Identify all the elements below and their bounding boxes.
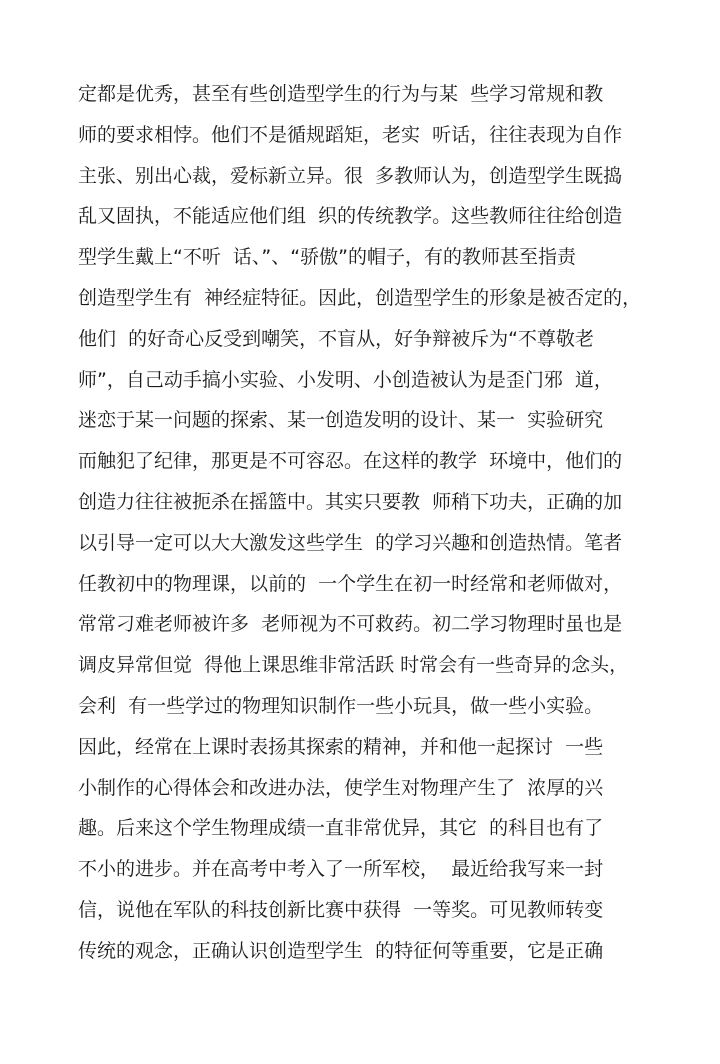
text-line: 迷恋于某一问题的探索、某一创造发明的设计、某一 实验研究 (78, 409, 604, 432)
text-line: 创造力往往被扼杀在摇篮中。其实只要教 师稍下功夫，正确的加 (78, 490, 623, 513)
text-line: 而触犯了纪律，那更是不可容忍。在这样的教学 环境中，他们的 (78, 450, 623, 473)
text-line: 任教初中的物理课，以前的 一个学生在初一时经常和老师做对， (78, 572, 623, 595)
text-line: 主张、别出心裁，爱标新立异。很 多教师认为，创造型学生既捣 (78, 164, 623, 187)
text-line: 定都是优秀，甚至有些创造型学生的行为与某 些学习常规和教 (78, 83, 604, 105)
text-line: 会利 有一些学过的物理知识制作一些小玩具，做一些小实验。 (78, 694, 604, 717)
text-line: 师的要求相悖。他们不是循规蹈矩，老实 听话，往往表现为自作 (78, 123, 623, 146)
text-line: 调皮异常但觉 得他上课思维非常活跃 时常会有一些奇异的念头， (78, 654, 629, 677)
text-line: 信，说他在军队的科技创新比赛中获得 一等奖。可见教师转变 (78, 898, 604, 921)
text-line: 型学生戴上“不听 话、”、“骄傲”的帽子，有的教师甚至指责 (78, 246, 576, 269)
text-line: 创造型学生有 神经症特征。因此，创造型学生的形象是被否定的， (78, 286, 642, 309)
text-line: 小制作的心得体会和改进办法，使学生对物理产生了 浓厚的兴 (78, 776, 604, 799)
text-line: 以引导一定可以大大激发这些学生 的学习兴趣和创造热情。笔者 (78, 531, 623, 554)
text-line: 乱又固执，不能适应他们组 织的传统教学。这些教师往往给创造 (78, 205, 623, 228)
text-line: 传统的观念，正确认识创造型学生 的特征何等重要，它是正确 (78, 939, 604, 962)
text-line: 因此，经常在上课时表扬其探索的精神，并和他一起探讨 一些 (78, 735, 604, 758)
text-line: 常常刁难老师被许多 老师视为不可救药。初二学习物理时虽也是 (78, 613, 623, 636)
text-line: 他们 的好奇心反受到嘲笑，不盲从，好争辩被斥为“不尊敬老 (78, 327, 594, 350)
text-line: 师”，自己动手搞小实验、小发明、小创造被认为是歪门邪 道， (78, 368, 613, 391)
text-line: 不小的进步。并在高考中考入了一所军校， 最近给我写来一封 (78, 858, 604, 881)
text-line: 趣。后来这个学生物理成绩一直非常优异，其它 的科目也有了 (78, 817, 604, 840)
body-text (78, 74, 678, 972)
